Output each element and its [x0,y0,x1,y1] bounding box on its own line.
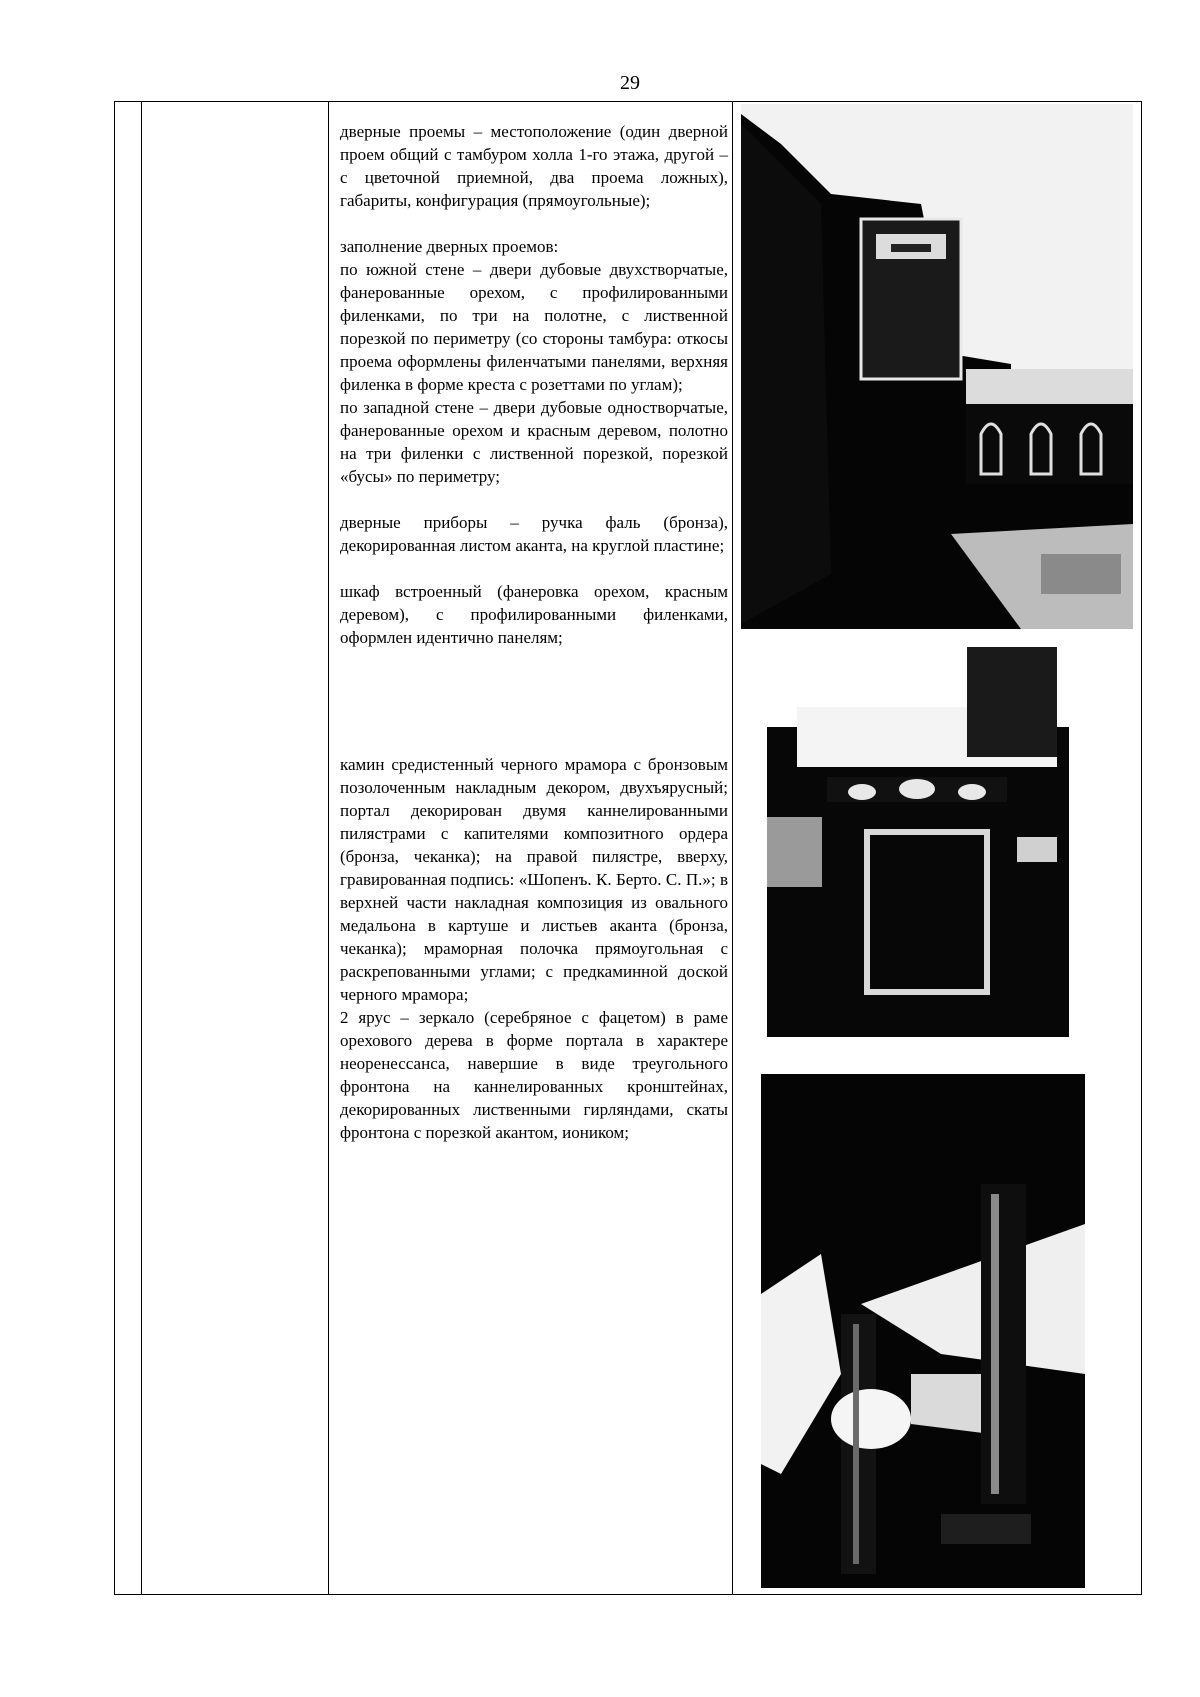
photo-doorway [741,104,1133,629]
column-divider [141,102,142,1594]
description-paragraph: 2 ярус – зеркало (серебряное с фацетом) в раме орехового дерева в форме портала в характере неоренессанса, навершие в виде треугольного фронтона на каннелированных кронштейнах, декорированных лиственными гирляндами, скаты фронтона с порезкой акантом, иоником; [340,1008,728,1142]
description-paragraph: камин средистенный черного мрамора с бронзовым позолоченным накладным декором, двухъярусный; портал декорирован двумя каннелированными пилястрами с капителями композитного ордера (бронза, чеканка); на правой пилястре, вверху, гравированная подпись: «Шопенъ. К. Берто. С. П.»; в верхней части накладная композиция из овального медальона в картуше и листьев аканта (бронза, чеканка); мраморная полочка прямоугольная с раскрепованными углами; с предкаминной доской черного мрамора; [340,755,728,1004]
description-paragraph: по южной стене – двери дубовые двухстворчатые, фанерованные орехом, с профилированными филенками, по три на полотне, с лиственной порезкой по периметру (со стороны тамбура: откосы проема оформлены филенчатыми панелями, верхняя филенка в форме креста с розеттами по углам); [340,260,728,394]
inventory-table [114,101,1142,1595]
description-paragraph: дверные проемы – местоположение (один дверной проем общий с тамбуром холла 1-го этажа, другой – с цветочной приемной, два проема ложных), габариты, конфигурация (прямоугольные); [340,122,728,210]
description-cell [340,120,728,1144]
description-paragraph: дверные приборы – ручка фаль (бронза), декорированная листом аканта, на круглой пластине; [340,513,728,555]
column-divider [328,102,329,1594]
photo-mirror [761,1074,1085,1588]
page-number: 29 [620,72,640,94]
description-paragraph: шкаф встроенный (фанеровка орехом, красным деревом), с профилированными филенками, оформлен идентично панелям; [340,582,728,647]
description-paragraph: по западной стене – двери дубовые одностворчатые, фанерованные орехом и красным деревом, полотно на три филенки с лиственной порезкой, порезкой «бусы» по периметру; [340,398,728,486]
column-divider [732,102,733,1594]
photo-fireplace [767,647,1069,1052]
description-paragraph: заполнение дверных проемов: [340,237,559,256]
